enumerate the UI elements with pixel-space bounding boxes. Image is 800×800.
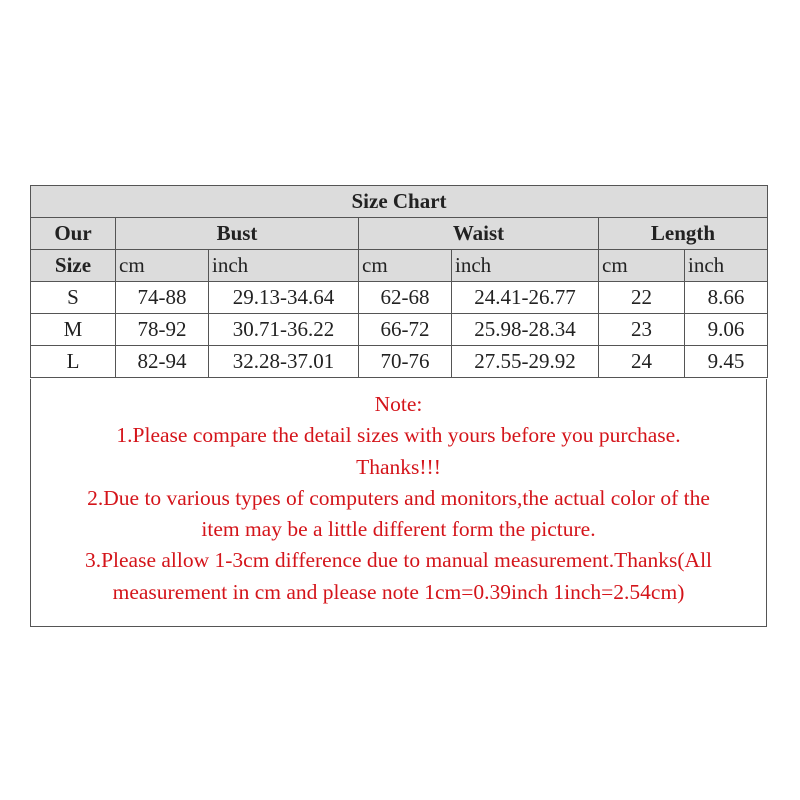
length-cm-cell: 23 — [599, 314, 685, 346]
table-row — [31, 314, 768, 346]
size-cell: L — [31, 346, 116, 378]
waist-inch-cell: 24.41-26.77 — [452, 282, 599, 314]
chart-title: Size Chart — [31, 186, 768, 218]
notes-heading: Note: — [374, 392, 423, 416]
length-header: Length — [599, 218, 768, 250]
bust-inch-cell: 29.13-34.64 — [209, 282, 359, 314]
header-row — [31, 218, 768, 250]
length-inch-unit: inch — [685, 250, 768, 282]
waist-cm-unit: cm — [359, 250, 452, 282]
waist-inch-cell: 25.98-28.34 — [452, 314, 599, 346]
waist-inch-cell: 27.55-29.92 — [452, 346, 599, 378]
note-line: item may be a little different form the picture. — [201, 517, 596, 542]
length-inch-cell: 9.06 — [685, 314, 768, 346]
bust-inch-cell: 30.71-36.22 — [209, 314, 359, 346]
waist-cm-cell: 62-68 — [359, 282, 452, 314]
length-cm-cell: 22 — [599, 282, 685, 314]
waist-cm-cell: 66-72 — [359, 314, 452, 346]
bust-inch-cell: 32.28-37.01 — [209, 346, 359, 378]
size-header-bottom: Size — [31, 250, 116, 282]
size-cell: S — [31, 282, 116, 314]
unit-row — [31, 250, 768, 282]
waist-header: Waist — [359, 218, 599, 250]
notes-box — [30, 379, 767, 627]
note-line: Thanks!!! — [356, 454, 441, 479]
bust-cm-cell: 82-94 — [116, 346, 209, 378]
note-line: 1.Please compare the detail sizes with yours before you purchase. — [116, 423, 681, 448]
size-header-top: Our — [31, 218, 116, 250]
bust-cm-cell: 74-88 — [116, 282, 209, 314]
length-inch-cell: 8.66 — [685, 282, 768, 314]
note-line: 2.Due to various types of computers and monitors,the actual color of the — [87, 485, 710, 510]
waist-cm-cell: 70-76 — [359, 346, 452, 378]
length-cm-cell: 24 — [599, 346, 685, 378]
bust-inch-unit: inch — [209, 250, 359, 282]
table-row — [31, 346, 768, 378]
bust-cm-unit: cm — [116, 250, 209, 282]
length-inch-cell: 9.45 — [685, 346, 768, 378]
title-row — [31, 186, 768, 218]
note-line: 3.Please allow 1-3cm difference due to manual measurement.Thanks(All — [84, 548, 713, 573]
table-row — [31, 282, 768, 314]
bust-header: Bust — [116, 218, 359, 250]
note-line: measurement in cm and please note 1cm=0.39inch 1inch=2.54cm) — [112, 579, 685, 604]
bust-cm-cell: 78-92 — [116, 314, 209, 346]
length-cm-unit: cm — [599, 250, 685, 282]
size-cell: M — [31, 314, 116, 346]
size-chart-table — [30, 185, 768, 378]
waist-inch-unit: inch — [452, 250, 599, 282]
